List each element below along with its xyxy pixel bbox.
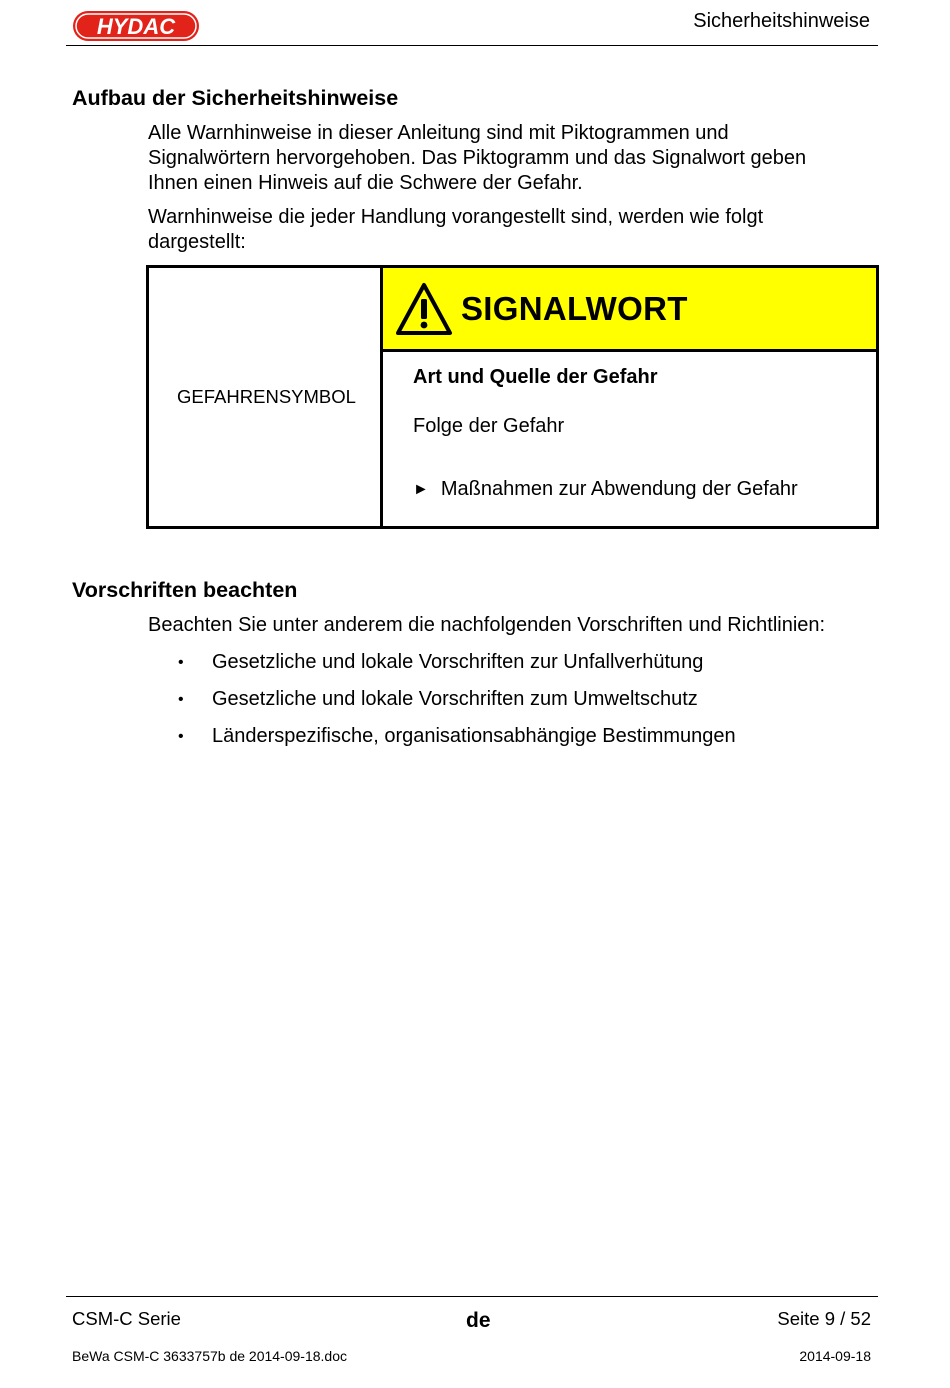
paragraph-line: Warnhinweise die jeder Handlung vorangestellt sind, werden wie folgt [148, 206, 764, 228]
warning-content-cell [383, 268, 876, 526]
warning-template-table [146, 265, 879, 529]
page-section-title: Sicherheitshinweise [693, 10, 870, 32]
logo-text: HYDAC [96, 14, 176, 39]
footer-product: CSM-C Serie [72, 1308, 181, 1329]
footer-divider [66, 1296, 878, 1297]
paragraph-line: Signalwörtern hervorgehoben. Das Piktogramm und das Signalwort geben [148, 147, 807, 169]
footer-page-number: Seite 9 / 52 [777, 1308, 871, 1329]
warning-intro-paragraph [148, 205, 868, 255]
list-item [178, 651, 878, 688]
section-heading-vorschriften: Vorschriften beachten [72, 578, 298, 602]
hazard-measure-text: Maßnahmen zur Abwendung der Gefahr [440, 478, 798, 500]
hazard-consequence: Folge der Gefahr [413, 415, 565, 437]
warning-body [383, 352, 876, 526]
intro-paragraph [148, 121, 868, 196]
signal-word-header [383, 268, 876, 352]
bullet-icon: • [178, 654, 184, 671]
section-heading-aufbau: Aufbau der Sicherheitshinweise [72, 86, 399, 110]
list-item-text: Gesetzliche und lokale Vorschriften zur Unfallverhütung [212, 651, 704, 673]
hazard-symbol-label: GEFAHRENSYMBOL [177, 386, 356, 407]
hydac-logo [72, 10, 200, 42]
bullet-icon: • [178, 728, 184, 745]
regulations-list [178, 651, 878, 762]
list-item-text: Länderspezifische, organisationsabhängige Bestimmungen [212, 725, 736, 747]
arrow-right-icon: ► [413, 480, 429, 498]
list-item-text: Gesetzliche und lokale Vorschriften zum Umweltschutz [212, 688, 698, 710]
header-divider [66, 45, 878, 46]
signal-word: SIGNALWORT [461, 289, 688, 327]
footer-document-name: BeWa CSM-C 3633757b de 2014-09-18.doc [72, 1348, 347, 1364]
paragraph-line: dargestellt: [148, 231, 246, 253]
paragraph-line: Alle Warnhinweise in dieser Anleitung sind mit Piktogrammen und [148, 122, 729, 144]
footer-language: de [466, 1309, 491, 1332]
paragraph-line: Ihnen einen Hinweis auf die Schwere der Gefahr. [148, 172, 583, 194]
hazard-symbol-cell [149, 268, 383, 526]
regulations-intro: Beachten Sie unter anderem die nachfolgenden Vorschriften und Richtlinien: [148, 614, 826, 636]
list-item [178, 725, 878, 762]
hazard-title: Art und Quelle der Gefahr [413, 366, 658, 388]
warning-triangle-icon [395, 282, 453, 336]
hazard-measure [413, 478, 798, 501]
list-item [178, 688, 878, 725]
bullet-icon: • [178, 691, 184, 708]
footer-date: 2014-09-18 [799, 1348, 871, 1364]
